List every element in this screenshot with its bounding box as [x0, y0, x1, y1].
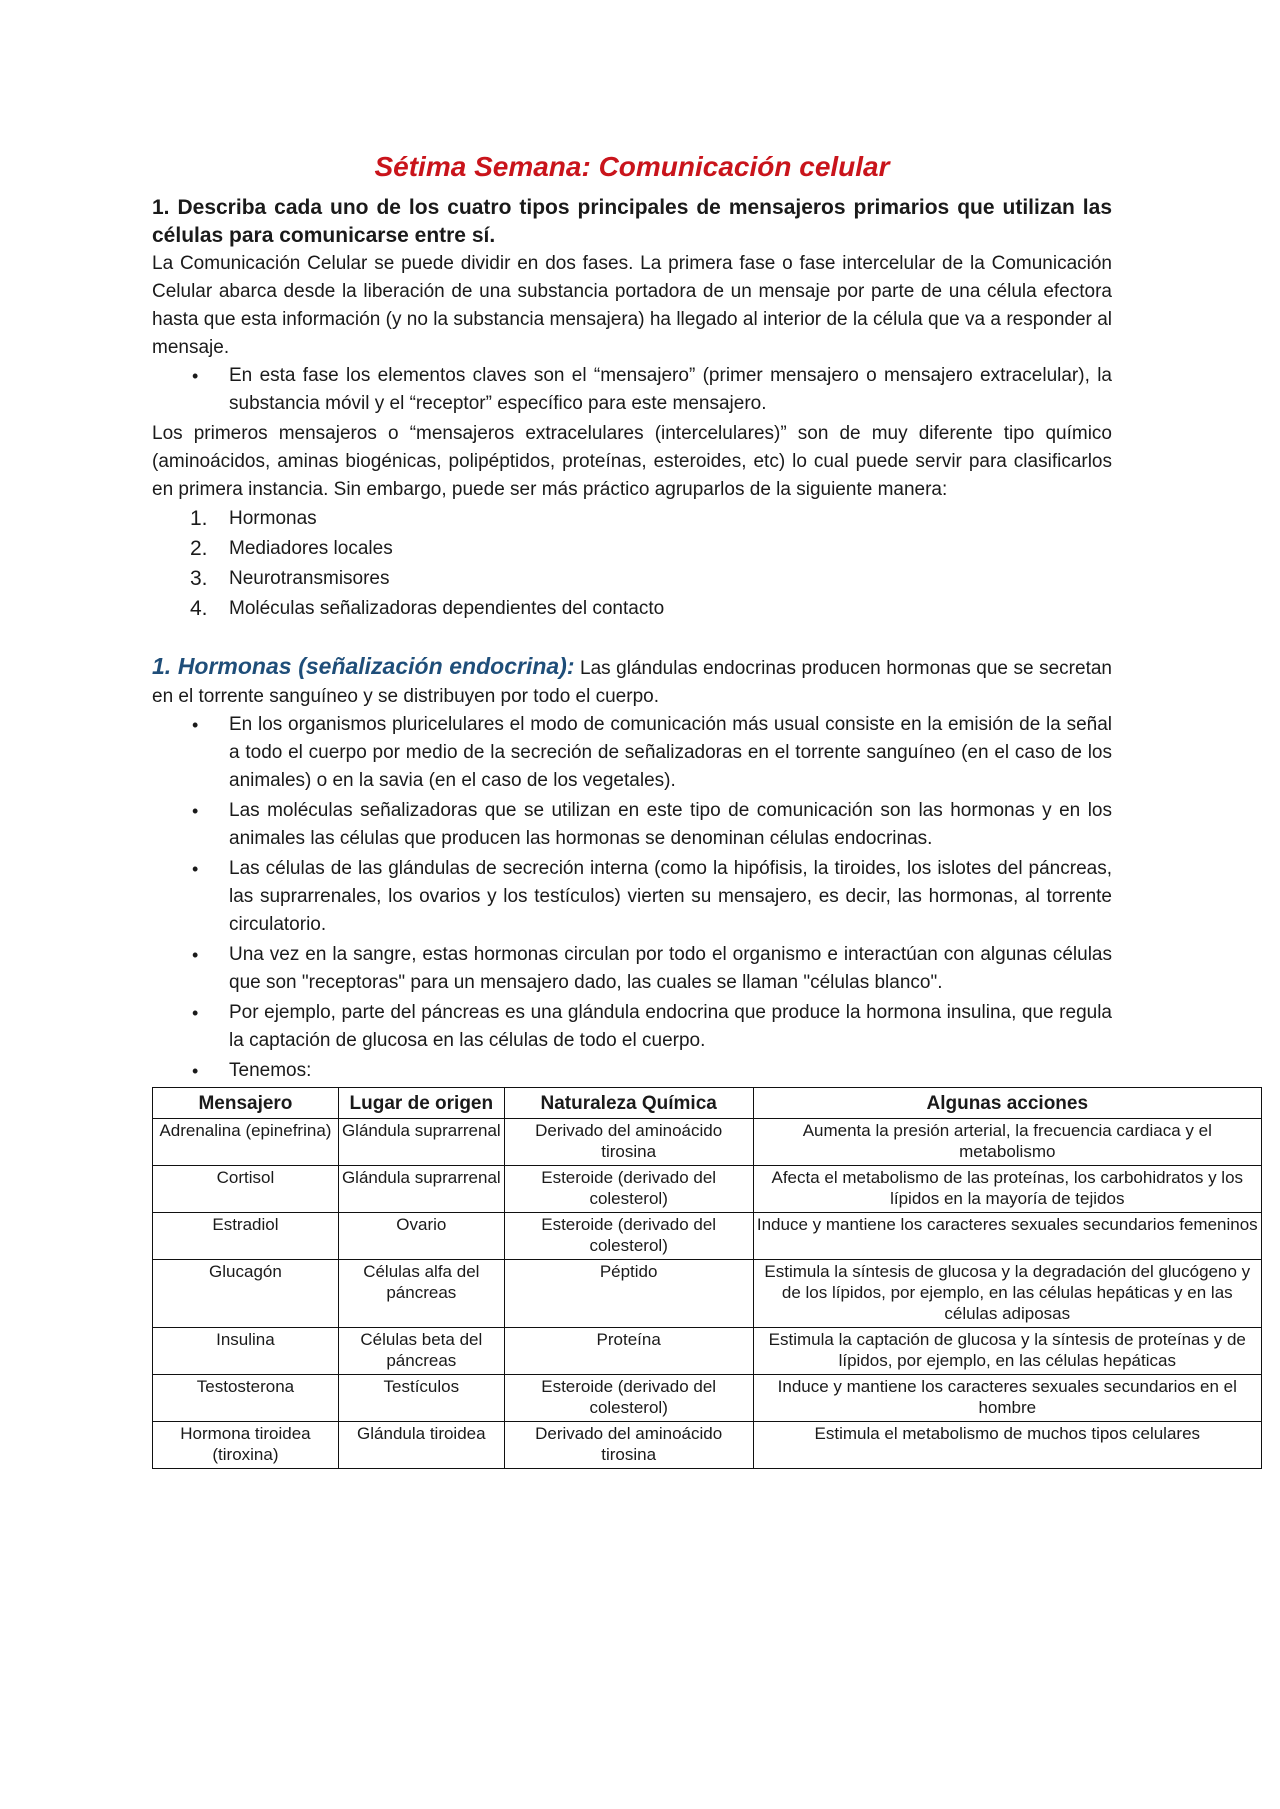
table-cell: Glándula suprarrenal [338, 1119, 504, 1166]
list-item: 4. Moléculas señalizadoras dependientes del contacto [190, 597, 665, 620]
table-cell: Testículos [338, 1375, 504, 1422]
table-cell: Estimula el metabolismo de muchos tipos celulares [753, 1422, 1261, 1469]
table-cell: Estimula la captación de glucosa y la síntesis de proteínas y de lípidos, por ejemplo, en las células hepáticas [753, 1328, 1261, 1375]
hormonas-bullet-list [152, 711, 1112, 1085]
table-cell: Adrenalina (epinefrina) [153, 1119, 339, 1166]
table-row [153, 1422, 1262, 1469]
table-cell: Células beta del páncreas [338, 1328, 504, 1375]
list-item: • Una vez en la sangre, estas hormonas circulan por todo el organismo e interactúan con algunas células que son "receptoras" para un mensajero dado, las cuales se llaman "células blanco". [152, 941, 1112, 997]
hormonas-paragraph: 1. Hormonas (señalización endocrina): Las glándulas endocrinas producen hormonas que se secretan en el torrente sanguíneo y se distribuyen por todo el cuerpo. [152, 653, 1112, 707]
table-cell: Induce y mantiene los caracteres sexuales secundarios en el hombre [753, 1375, 1261, 1422]
column-header: Mensajero [153, 1088, 339, 1119]
bullet-icon: • [192, 801, 199, 821]
table-cell: Glándula suprarrenal [338, 1166, 504, 1213]
bullet-icon: • [192, 715, 199, 735]
bullet-icon: • [192, 859, 199, 879]
intro-paragraph: La Comunicación Celular se puede dividir en dos fases. La primera fase o fase intercelular de la Comunicación Celular abarca desde la liberación de una substancia portadora de un mensaje por parte de una célula efectora hasta que esta información (y no la substancia mensajera) ha llegado al interior de la célula que va a responder al mensaje. [152, 253, 1112, 358]
table-row [153, 1213, 1262, 1260]
bullet-icon: • [192, 945, 199, 965]
list-item: • Las moléculas señalizadoras que se utilizan en este tipo de comunicación son las hormonas y en los animales las células que producen las hormonas se denominan células endocrinas. [152, 797, 1112, 853]
intro-bullet-list [152, 362, 1112, 418]
hormones-table [152, 1087, 1262, 1469]
table-cell: Glucagón [153, 1260, 339, 1328]
table-cell: Aumenta la presión arterial, la frecuencia cardiaca y el metabolismo [753, 1119, 1261, 1166]
column-header: Algunas acciones [753, 1088, 1261, 1119]
table-cell: Células alfa del páncreas [338, 1260, 504, 1328]
table-row [153, 1166, 1262, 1213]
list-item: 2. Mediadores locales [190, 537, 393, 560]
table-cell: Insulina [153, 1328, 339, 1375]
question-heading: 1. Describa cada uno de los cuatro tipos principales de mensajeros primarios que utilizan las células para comunicarse entre sí. [152, 196, 1112, 247]
bullet-icon: • [192, 366, 199, 386]
list-item: 1. Hormonas [190, 507, 317, 530]
second-paragraph: Los primeros mensajeros o “mensajeros extracelulares (intercelulares)” son de muy diferente tipo químico (aminoácidos, aminas biogénicas, polipéptidos, proteínas, esteroides, etc) lo cual puede servir para clasificarlos en primera instancia. Sin embargo, puede ser más práctico agruparlos de la siguiente manera: [152, 423, 1112, 500]
table-cell: Induce y mantiene los caracteres sexuales secundarios femeninos [753, 1213, 1261, 1260]
list-item: • En esta fase los elementos claves son el “mensajero” (primer mensajero o mensajero extracelular), la substancia móvil y el “receptor” específico para este mensajero. [152, 362, 1112, 418]
table-cell: Afecta el metabolismo de las proteínas, los carbohidratos y los lípidos en la mayoría de tejidos [753, 1166, 1261, 1213]
table-cell: Cortisol [153, 1166, 339, 1213]
table-cell: Derivado del aminoácido tirosina [504, 1119, 753, 1166]
table-cell: Ovario [338, 1213, 504, 1260]
section-heading: 1. Hormonas (señalización endocrina): [152, 653, 575, 679]
table-cell: Esteroide (derivado del colesterol) [504, 1213, 753, 1260]
list-item: • Las células de las glándulas de secreción interna (como la hipófisis, la tiroides, los islotes del páncreas, las suprarrenales, los ovarios y los testículos) vierten su mensajero, es decir, las hormonas, al torrente circulatorio. [152, 855, 1112, 939]
table-cell: Esteroide (derivado del colesterol) [504, 1375, 753, 1422]
list-item: 3. Neurotransmisores [190, 567, 390, 590]
table-row [153, 1119, 1262, 1166]
table-row [153, 1375, 1262, 1422]
bullet-icon: • [192, 1061, 199, 1081]
table-cell: Testosterona [153, 1375, 339, 1422]
table-cell: Glándula tiroidea [338, 1422, 504, 1469]
table-header-row [153, 1088, 1262, 1119]
table-cell: Estimula la síntesis de glucosa y la degradación del glucógeno y de los lípidos, por ejemplo, en las células hepáticas y en las células adiposas [753, 1260, 1261, 1328]
column-header: Lugar de origen [338, 1088, 504, 1119]
table-cell: Hormona tiroidea (tiroxina) [153, 1422, 339, 1469]
table-cell: Estradiol [153, 1213, 339, 1260]
types-list [152, 504, 1112, 624]
document-content [152, 148, 1258, 1469]
table-cell: Esteroide (derivado del colesterol) [504, 1166, 753, 1213]
bullet-icon: • [192, 1003, 199, 1023]
list-item: • Tenemos: [152, 1057, 1112, 1085]
table-row [153, 1260, 1262, 1328]
list-item: • Por ejemplo, parte del páncreas es una glándula endocrina que produce la hormona insulina, que regula la captación de glucosa en las células de todo el cuerpo. [152, 999, 1112, 1055]
table-row [153, 1328, 1262, 1375]
page-title: Sétima Semana: Comunicación celular [374, 151, 890, 182]
table-cell: Proteína [504, 1328, 753, 1375]
list-item: • En los organismos pluricelulares el modo de comunicación más usual consiste en la emisión de la señal a todo el cuerpo por medio de la secreción de señalizadoras en el torrente sanguíneo (en el caso de los animales) o en la savia (en el caso de los vegetales). [152, 711, 1112, 795]
table-cell: Derivado del aminoácido tirosina [504, 1422, 753, 1469]
column-header: Naturaleza Química [504, 1088, 753, 1119]
table-cell: Péptido [504, 1260, 753, 1328]
